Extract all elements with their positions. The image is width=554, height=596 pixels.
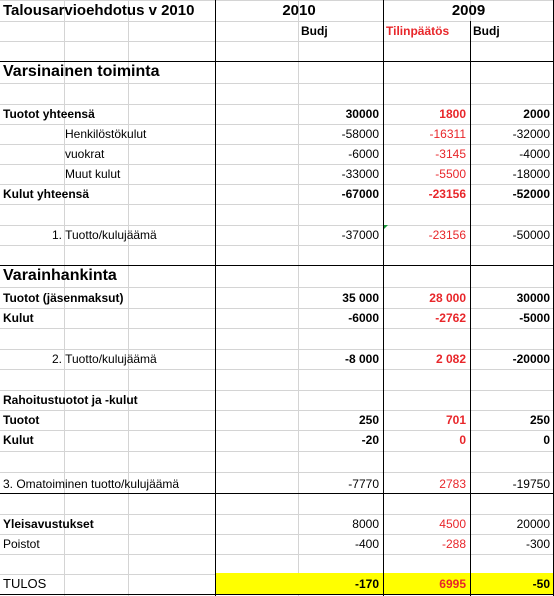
row-tuotto-kulujaama-1-label[interactable]: 1. Tuotto/kulujäämä	[52, 228, 157, 242]
row-tuotto-kulujaama-2-tilinpaatos-2009[interactable]: 2 082	[435, 352, 466, 366]
row-rahoitus-kulut-budj-2009[interactable]: 0	[543, 433, 550, 447]
row-tuotot-jasenmaksut-budj-2010[interactable]: 35 000	[342, 291, 379, 305]
row-vuokrat-label[interactable]: vuokrat	[65, 147, 105, 161]
border-line	[0, 61, 554, 62]
row-tuotto-kulujaama-1-budj-2009[interactable]: -50000	[512, 228, 550, 242]
row-omatoiminen-kulujaama-budj-2009[interactable]: -19750	[512, 477, 550, 491]
section-varsinainen-toiminta[interactable]: Varsinainen toiminta	[3, 63, 160, 80]
border-line	[470, 21, 471, 596]
row-kulut-yhteensa-budj-2009[interactable]: -52000	[512, 187, 550, 201]
row-tuotto-kulujaama-2-budj-2009[interactable]: -20000	[512, 352, 550, 366]
row-yleisavustukset-budj-2009[interactable]: 20000	[516, 517, 550, 531]
row-muut-kulut-budj-2009[interactable]: -18000	[512, 167, 550, 181]
row-vuokrat-budj-2010[interactable]: -6000	[348, 147, 379, 161]
row-kulut-varainhankinta-tilinpaatos-2009[interactable]: -2762	[435, 311, 466, 325]
row-rahoitus-kulut-label[interactable]: Kulut	[3, 433, 34, 447]
row-tulos-budj-2010[interactable]: -170	[354, 577, 379, 591]
row-tulos-budj-2009[interactable]: -50	[532, 577, 550, 591]
row-rahoitus-tuotot-tilinpaatos-2009[interactable]: 701	[445, 413, 466, 427]
row-muut-kulut-label[interactable]: Muut kulut	[65, 167, 121, 181]
border-line	[215, 0, 216, 596]
section-varainhankinta[interactable]: Varainhankinta	[3, 267, 117, 284]
row-henkilostokulut-tilinpaatos-2009[interactable]: -16311	[429, 127, 466, 141]
row-poistot-label[interactable]: Poistot	[3, 537, 40, 551]
row-rahoitus-tuotot-budj-2009[interactable]: 250	[529, 413, 550, 427]
row-tuotot-jasenmaksut-budj-2009[interactable]: 30000	[516, 291, 550, 305]
row-poistot-budj-2009[interactable]: -300	[525, 537, 550, 551]
header-tilinpaatos[interactable]: Tilinpäätös	[386, 24, 450, 38]
row-rahoitus-kulut-tilinpaatos-2009[interactable]: 0	[459, 433, 466, 447]
row-vuokrat-tilinpaatos-2009[interactable]: -3145	[435, 147, 466, 161]
row-tuotto-kulujaama-2-budj-2010[interactable]: -8 000	[344, 352, 379, 366]
row-henkilostokulut-label[interactable]: Henkilöstökulut	[65, 127, 147, 141]
row-tuotot-jasenmaksut-label[interactable]: Tuotot (jäsenmaksut)	[3, 291, 124, 305]
row-kulut-varainhankinta-budj-2010[interactable]: -6000	[348, 311, 379, 325]
row-vuokrat-budj-2009[interactable]: -4000	[519, 147, 550, 161]
row-tuotto-kulujaama-2-label[interactable]: 2. Tuotto/kulujäämä	[52, 352, 157, 366]
row-poistot-tilinpaatos-2009[interactable]: -288	[441, 537, 466, 551]
header-budj-2010[interactable]: Budj	[301, 24, 328, 38]
row-yleisavustukset-tilinpaatos-2009[interactable]: 4500	[439, 517, 466, 531]
row-yleisavustukset-budj-2010[interactable]: 8000	[352, 517, 379, 531]
row-kulut-yhteensa-budj-2010[interactable]: -67000	[341, 187, 379, 201]
row-poistot-budj-2010[interactable]: -400	[354, 537, 379, 551]
row-rahoitus-kulut-budj-2010[interactable]: -20	[361, 433, 379, 447]
row-rahoitustuotot-header-label[interactable]: Rahoitustuotot ja -kulut	[3, 393, 138, 407]
row-tuotto-kulujaama-1-budj-2010[interactable]: -37000	[341, 228, 379, 242]
border-line	[383, 0, 384, 596]
border-line	[0, 265, 554, 266]
sheet-title[interactable]: Talousarvioehdotus v 2010	[3, 2, 195, 19]
row-tuotot-yhteensa-tilinpaatos-2009[interactable]: 1800	[439, 107, 466, 121]
header-year-2009[interactable]: 2009	[451, 2, 486, 19]
row-muut-kulut-tilinpaatos-2009[interactable]: -5500	[435, 167, 466, 181]
row-tuotot-yhteensa-label[interactable]: Tuotot yhteensä	[3, 107, 95, 121]
row-henkilostokulut-budj-2010[interactable]: -58000	[341, 127, 379, 141]
row-omatoiminen-kulujaama-tilinpaatos-2009[interactable]: 2783	[439, 477, 466, 491]
row-tuotot-yhteensa-budj-2009[interactable]: 2000	[523, 107, 550, 121]
row-tulos-label[interactable]: TULOS	[3, 576, 47, 591]
row-kulut-yhteensa-tilinpaatos-2009[interactable]: -23156	[428, 187, 466, 201]
row-tuotot-yhteensa-budj-2010[interactable]: 30000	[345, 107, 379, 121]
row-kulut-varainhankinta-label[interactable]: Kulut	[3, 311, 34, 325]
row-tuotot-jasenmaksut-tilinpaatos-2009[interactable]: 28 000	[429, 291, 466, 305]
row-tuotto-kulujaama-1-tilinpaatos-2009[interactable]: -23156	[428, 228, 466, 242]
row-yleisavustukset-label[interactable]: Yleisavustukset	[3, 517, 94, 531]
row-omatoiminen-kulujaama-label[interactable]: 3. Omatoiminen tuotto/kulujäämä	[3, 477, 180, 491]
row-rahoitus-tuotot-label[interactable]: Tuotot	[3, 413, 40, 427]
row-tulos-tilinpaatos-2009[interactable]: 6995	[439, 577, 466, 591]
row-henkilostokulut-budj-2009[interactable]: -32000	[512, 127, 550, 141]
row-omatoiminen-kulujaama-budj-2010[interactable]: -7770	[348, 477, 379, 491]
row-kulut-varainhankinta-budj-2009[interactable]: -5000	[519, 311, 550, 325]
header-year-2010[interactable]: 2010	[282, 2, 316, 19]
border-line	[0, 493, 554, 494]
row-muut-kulut-budj-2010[interactable]: -33000	[341, 167, 379, 181]
header-budj-2009[interactable]: Budj	[473, 24, 500, 38]
border-line	[0, 594, 554, 595]
row-kulut-yhteensa-label[interactable]: Kulut yhteensä	[3, 187, 90, 201]
row-rahoitus-tuotot-budj-2010[interactable]: 250	[358, 413, 379, 427]
